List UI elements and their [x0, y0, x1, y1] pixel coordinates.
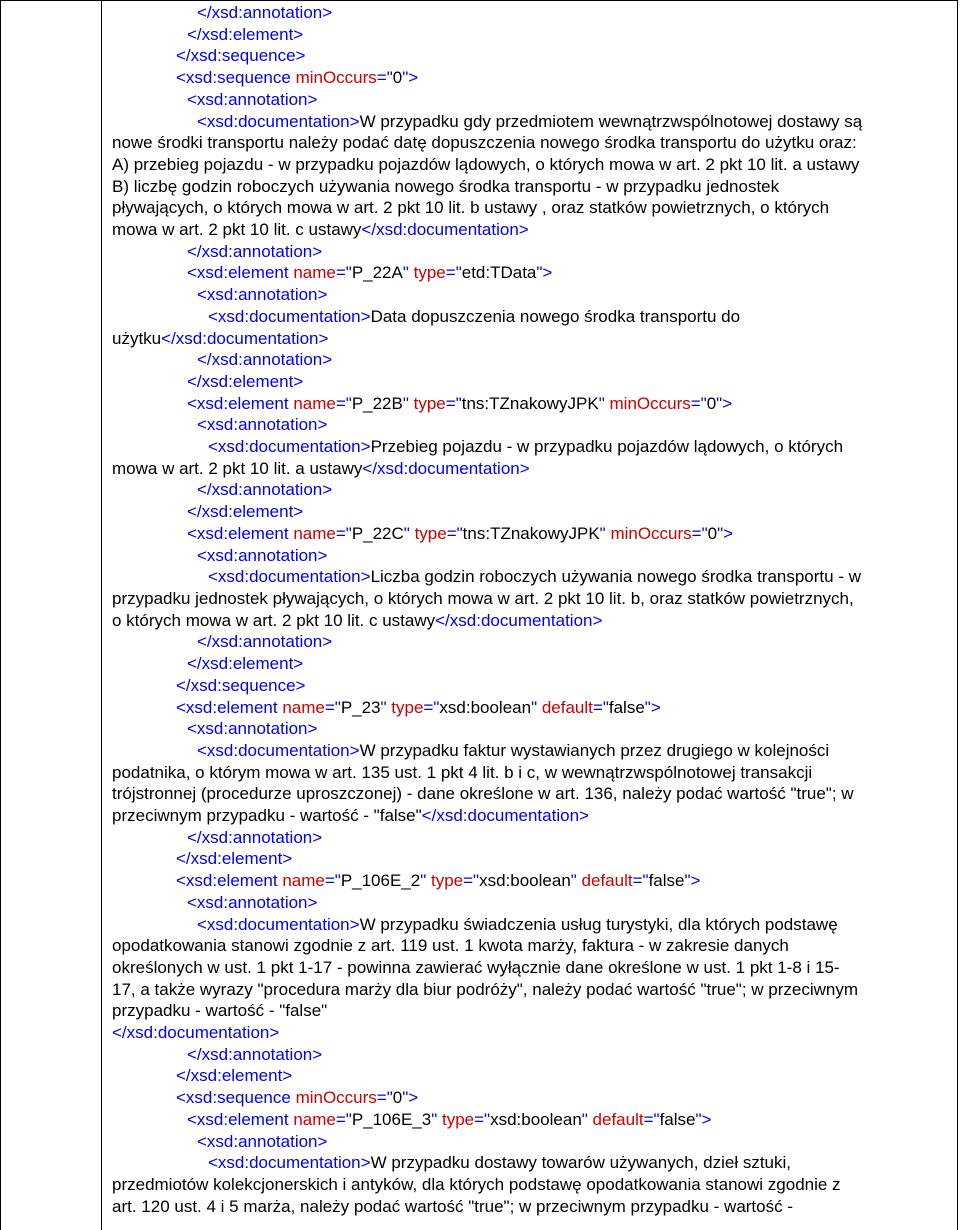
xml-markup: <xsd:annotation>	[197, 1131, 328, 1151]
xml-markup: <xsd:element	[187, 523, 294, 543]
code-line	[112, 458, 950, 480]
code-line	[112, 1044, 950, 1066]
xml-markup: ="	[335, 523, 352, 543]
xml-markup: <xsd:annotation>	[187, 892, 318, 912]
xml-text: P_22B	[351, 393, 403, 413]
xml-markup: </xsd:element>	[187, 654, 304, 674]
xml-text: false	[608, 697, 645, 717]
xml-attribute-name: default	[581, 871, 633, 891]
xml-text: 0	[392, 1088, 403, 1108]
xml-markup: </xsd:annotation>	[197, 3, 333, 22]
xml-markup: ="	[592, 697, 609, 717]
code-line	[112, 1109, 950, 1131]
xml-text: Liczba godzin roboczych używania nowego środka transportu - w	[370, 567, 861, 587]
code-line	[112, 284, 950, 306]
code-line	[112, 783, 950, 805]
xml-markup: "	[431, 1109, 442, 1129]
xml-markup: </xsd:annotation>	[197, 350, 333, 370]
code-line	[112, 219, 950, 241]
xml-text: mowa w art. 2 pkt 10 lit. a ustawy	[112, 458, 363, 478]
xml-markup: ="	[335, 263, 352, 283]
xml-attribute-name: minOccurs	[295, 68, 377, 88]
xml-markup: ="	[690, 393, 707, 413]
xml-text: o których mowa w art. 2 pkt 10 lit. c ustawy	[112, 610, 436, 630]
code-line	[112, 436, 950, 458]
code-line	[112, 414, 950, 436]
code-line	[112, 479, 950, 501]
xml-text: W przypadku świadczenia usług turystyki, dla których podstawę	[359, 914, 838, 934]
xml-markup: "	[402, 263, 414, 283]
code-line	[112, 523, 950, 545]
xml-attribute-name: name	[282, 697, 325, 717]
code-line	[112, 328, 950, 350]
xml-attribute-name: minOccurs	[295, 1088, 377, 1108]
code-line	[112, 176, 950, 198]
xml-text: P_106E_2	[340, 871, 421, 891]
xml-markup: <xsd:documentation>	[197, 111, 360, 131]
xml-text: art. 120 ust. 4 i 5 marża, należy podać wartość "true"; w przeciwnym przypadku - wartość -	[112, 1196, 793, 1216]
code-line	[112, 870, 950, 892]
xml-markup: "	[570, 871, 582, 891]
code-line	[112, 718, 950, 740]
xml-text: P_22A	[351, 263, 403, 283]
code-line	[112, 1196, 950, 1218]
xml-markup: </xsd:documentation>	[362, 458, 530, 478]
xml-attribute-name: type	[441, 1109, 475, 1129]
xml-attribute-name: type	[414, 523, 447, 543]
xml-markup: ="	[335, 393, 352, 413]
xml-markup: ="	[446, 523, 463, 543]
xml-markup: ="	[691, 523, 708, 543]
code-line	[112, 111, 950, 133]
xml-markup: "	[599, 523, 611, 543]
xml-markup: </xsd:sequence>	[176, 46, 306, 66]
xml-markup: </xsd:documentation>	[112, 1023, 280, 1043]
xml-markup: <xsd:annotation>	[197, 545, 328, 565]
xml-attribute-name: default	[541, 697, 593, 717]
xml-text: xsd:boolean	[490, 1109, 582, 1129]
xml-markup: <xsd:documentation>	[197, 914, 360, 934]
code-line	[112, 827, 950, 849]
xml-markup: <xsd:element	[187, 393, 294, 413]
xml-text: tns:TZnakowyJPK	[461, 393, 599, 413]
code-line	[112, 501, 950, 523]
xml-markup: <xsd:sequence	[176, 68, 296, 88]
xml-markup: ="	[376, 1088, 393, 1108]
xml-text: opodatkowania stanowi zgodnie z art. 119 ust. 1 kwota marży, faktura - w zakresie danych	[112, 936, 789, 956]
code-line	[112, 566, 950, 588]
xml-markup: <xsd:element	[176, 871, 283, 891]
xml-markup: <xsd:documentation>	[208, 306, 371, 326]
xml-markup: <xsd:sequence	[176, 1088, 296, 1108]
xml-attribute-name: name	[293, 263, 336, 283]
xml-markup: </xsd:element>	[187, 24, 304, 44]
xml-text: B) liczbę godzin roboczych używania nowego środka transportu - w przypadku jednostek	[112, 176, 780, 196]
xml-text: użytku	[112, 328, 162, 348]
xml-text: Data dopuszczenia nowego środka transportu do	[370, 306, 741, 326]
xml-markup: <xsd:documentation>	[208, 1153, 371, 1173]
xsd-code-listing	[112, 2, 950, 1217]
code-line	[112, 262, 950, 284]
xml-markup: ="	[445, 263, 462, 283]
xml-markup: ">	[536, 263, 553, 283]
code-line	[112, 762, 950, 784]
xml-markup: "	[380, 697, 392, 717]
code-line	[112, 610, 950, 632]
xml-markup: "	[598, 393, 610, 413]
xml-text: etd:TData	[461, 263, 537, 283]
xml-markup: "	[420, 871, 431, 891]
xml-text: W przypadku gdy przedmiotem wewnątrzwspólnotowej dostawy są	[359, 111, 863, 131]
xml-markup: <xsd:documentation>	[208, 437, 371, 457]
xml-text: przypadku jednostek pływających, o których mowa w art. 2 pkt 10 lit. b, oraz statków powietrznych,	[112, 588, 854, 608]
xml-text: W przypadku faktur wystawianych przez drugiego w kolejności	[359, 740, 830, 760]
xml-text: xsd:boolean	[439, 697, 532, 717]
xml-attribute-name: type	[391, 697, 424, 717]
code-line	[112, 892, 950, 914]
column-divider	[101, 0, 102, 1230]
xml-markup: ="	[632, 871, 649, 891]
xml-text: przypadku - wartość - "false"	[112, 1001, 328, 1021]
xml-text: Przebieg pojazdu - w przypadku pojazdów lądowych, o których	[370, 437, 844, 457]
xml-attribute-name: name	[293, 393, 336, 413]
code-line	[112, 805, 950, 827]
xml-text: false	[648, 871, 685, 891]
code-line	[112, 393, 950, 415]
code-line	[112, 957, 950, 979]
code-line	[112, 1131, 950, 1153]
code-line	[112, 979, 950, 1001]
xml-text: false	[659, 1109, 696, 1129]
code-line	[112, 349, 950, 371]
code-line	[112, 241, 950, 263]
xml-attribute-name: type	[413, 393, 446, 413]
xml-text: podatnika, o którym mowa w art. 135 ust. 1 pkt 4 lit. b i c, w wewnątrzwspólnotowej transakcji	[112, 762, 813, 782]
code-line	[112, 1087, 950, 1109]
xml-text: 0	[707, 523, 718, 543]
xml-markup: </xsd:element>	[187, 371, 304, 391]
xml-markup: </xsd:annotation>	[187, 827, 323, 847]
xml-attribute-name: name	[293, 523, 336, 543]
code-line	[112, 1152, 950, 1174]
xml-text: 0	[392, 68, 403, 88]
xml-text: 0	[706, 393, 717, 413]
xml-markup: "	[531, 697, 542, 717]
xml-attribute-name: type	[430, 871, 464, 891]
code-line	[112, 631, 950, 653]
code-line	[112, 89, 950, 111]
code-line	[112, 67, 950, 89]
xml-text: określonych w ust. 1 pkt 1-17 - powinna zawierać wyłącznie dane określone w ust. 1 pkt 1-8 i 15-	[112, 957, 840, 977]
code-line	[112, 675, 950, 697]
xml-markup: <xsd:element	[187, 263, 294, 283]
xml-attribute-name: name	[282, 871, 325, 891]
xml-markup: <xsd:annotation>	[197, 415, 328, 435]
code-line	[112, 697, 950, 719]
xml-markup: <xsd:documentation>	[208, 567, 371, 587]
code-line	[112, 132, 950, 154]
xml-markup: </xsd:element>	[187, 502, 304, 522]
code-line	[112, 306, 950, 328]
xml-markup: </xsd:documentation>	[161, 328, 329, 348]
xml-markup: <xsd:element	[176, 697, 283, 717]
code-line	[112, 1000, 950, 1022]
code-line	[112, 154, 950, 176]
code-line	[112, 1065, 950, 1087]
xml-markup: ">	[644, 697, 661, 717]
code-line	[112, 371, 950, 393]
xml-markup: </xsd:annotation>	[197, 632, 333, 652]
xml-markup: </xsd:annotation>	[187, 241, 323, 261]
xml-markup: ="	[643, 1109, 660, 1129]
code-line	[112, 45, 950, 67]
xml-text: tns:TZnakowyJPK	[462, 523, 600, 543]
code-line	[112, 653, 950, 675]
code-line	[112, 914, 950, 936]
xml-markup: "	[402, 393, 414, 413]
xml-text: A) przebieg pojazdu - w przypadku pojazdów lądowych, o których mowa w art. 2 pkt 10 lit. a ustawy	[112, 154, 860, 174]
xml-markup: ">	[717, 523, 734, 543]
xml-markup: </xsd:annotation>	[187, 1044, 323, 1064]
xml-markup: </xsd:element>	[176, 849, 293, 869]
xml-markup: </xsd:annotation>	[197, 480, 333, 500]
xml-attribute-name: minOccurs	[610, 523, 692, 543]
xml-markup: ="	[324, 697, 341, 717]
code-line	[112, 545, 950, 567]
xml-markup: ">	[716, 393, 733, 413]
xml-markup: </xsd:documentation>	[435, 610, 603, 630]
xml-markup: <xsd:documentation>	[197, 740, 360, 760]
xml-markup: ="	[474, 1109, 491, 1129]
xml-markup: ="	[335, 1109, 352, 1129]
xml-text: pływających, o których mowa w art. 2 pkt 10 lit. b ustawy , oraz statków powietrznych, o których	[112, 198, 830, 218]
xml-markup: ">	[402, 1088, 419, 1108]
xml-markup: <xsd:annotation>	[187, 719, 318, 739]
xml-markup: <xsd:annotation>	[197, 285, 328, 305]
code-line	[112, 24, 950, 46]
code-line	[112, 197, 950, 219]
xml-text: xsd:boolean	[479, 871, 571, 891]
code-line	[112, 935, 950, 957]
xml-markup: </xsd:element>	[176, 1066, 293, 1086]
xml-markup: ">	[402, 68, 419, 88]
code-line	[112, 848, 950, 870]
xml-markup: ="	[324, 871, 341, 891]
xml-attribute-name: name	[293, 1109, 336, 1129]
code-line	[112, 740, 950, 762]
xml-attribute-name: default	[592, 1109, 644, 1129]
xml-text: trójstronnej (procedurze uproszczonej) - dane określone w art. 136, należy podać wartość "true"; w	[112, 784, 854, 804]
xml-markup: ="	[423, 697, 440, 717]
code-line	[112, 1174, 950, 1196]
xml-markup: </xsd:sequence>	[176, 675, 306, 695]
xml-markup: ="	[376, 68, 393, 88]
xml-attribute-name: type	[413, 263, 446, 283]
xml-text: nowe środki transportu należy podać datę dopuszczenia nowego środka transportu do użytku oraz:	[112, 133, 857, 153]
xml-markup: ">	[684, 871, 701, 891]
xml-markup: <xsd:element	[187, 1109, 294, 1129]
xml-text: P_23	[340, 697, 381, 717]
xml-markup: "	[581, 1109, 593, 1129]
code-line	[112, 2, 950, 24]
xml-text: P_22C	[351, 523, 404, 543]
xml-markup: ="	[463, 871, 480, 891]
code-line	[112, 1022, 950, 1044]
xml-text: P_106E_3	[351, 1109, 432, 1129]
xml-markup: </xsd:documentation>	[421, 806, 589, 826]
xml-text: przedmiotów kolekcjonerskich i antyków, dla których podstawę opodatkowania stanowi zgodnie z	[112, 1174, 841, 1194]
xml-text: przeciwnym przypadku - wartość - "false"	[112, 806, 422, 826]
xml-markup: ="	[445, 393, 462, 413]
xml-text: mowa w art. 2 pkt 10 lit. c ustawy	[112, 220, 362, 240]
xml-markup: <xsd:annotation>	[187, 89, 318, 109]
xml-markup: "	[403, 523, 415, 543]
xml-text: W przypadku dostawy towarów używanych, dzieł sztuki,	[370, 1153, 792, 1173]
xml-markup: ">	[695, 1109, 712, 1129]
code-line	[112, 588, 950, 610]
xml-text: 17, a także wyrazy "procedura marży dla biur podróży", należy podać wartość "true"; w przeciwnym	[112, 979, 858, 999]
xml-attribute-name: minOccurs	[609, 393, 691, 413]
xml-markup: </xsd:documentation>	[361, 220, 529, 240]
